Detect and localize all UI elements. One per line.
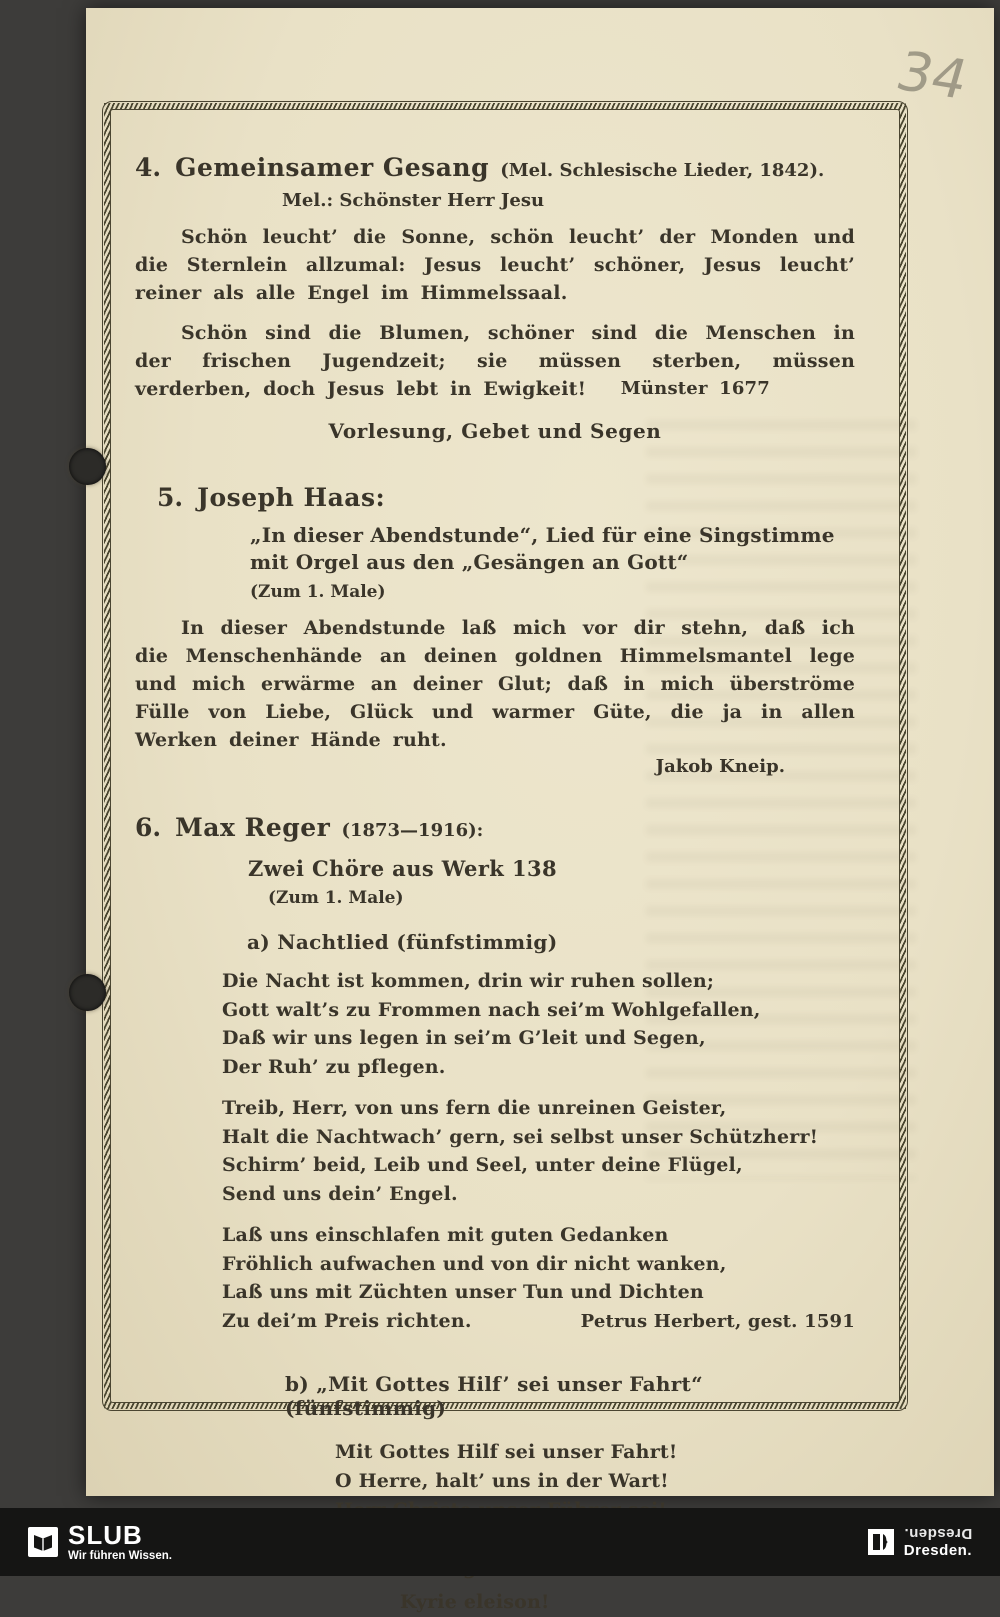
piece-title-line-1: „In dieser Abendstunde“, Lied für eine Singstimme — [250, 523, 835, 547]
item-number: 6. — [135, 813, 162, 842]
slub-name: SLUB — [68, 1520, 143, 1550]
piece-title — [250, 522, 855, 576]
hymn-stanza-1: Schön leucht’ die Sonne, schön leucht’ der Monden und die Sternlein allzumal: Jesus leucht’ schöner, Jesus leucht’ reiner als alle Engel im Himmelssaal. — [135, 226, 855, 304]
slub-tagline: Wir führen Wissen. — [68, 1550, 172, 1562]
premiere-note: (Zum 1. Male) — [268, 888, 404, 908]
program-text — [135, 103, 855, 1617]
verse-line: Die Nacht ist kommen, drin wir ruhen sollen; — [222, 970, 715, 992]
item-number: 4. — [135, 153, 162, 182]
slub-logo[interactable] — [28, 1522, 172, 1562]
part-a-heading: a) Nachtlied (fünfstimmig) — [247, 930, 558, 954]
nachtlied-stanza-2 — [222, 1094, 855, 1208]
verse-line: Halt die Nachtwach’ gern, sei selbst unser Schützherr! — [222, 1125, 819, 1148]
work-title: Zwei Chöre aus Werk 138 — [248, 856, 557, 881]
dresden-wordmark — [904, 1525, 972, 1559]
kyrie-line: Kyrie eleison! — [400, 1591, 550, 1613]
song-text: In dieser Abendstunde laß mich vor dir stehn, daß ich die Menschenhände an deinen goldnen Himmelsmantel lege und mich erwärme an deiner Glut; daß in mich überströme Fülle von Liebe, Glück und warmer Güte, die ja in allen Werken deiner Hände ruht. — [135, 617, 855, 751]
verse-line: Treib, Herr, von uns fern die unreinen Geister, — [222, 1097, 727, 1119]
slub-wordmark — [68, 1522, 172, 1562]
interlude-line: Vorlesung, Gebet und Segen — [328, 419, 662, 443]
verse-line: Schirm’ beid, Leib und Seel, unter deine Flügel, — [222, 1154, 743, 1176]
nachtlied-stanza-1 — [222, 967, 855, 1081]
item-title: Joseph Haas: — [197, 483, 386, 512]
verse-line: Mit Gottes Hilf sei unser Fahrt! — [335, 1441, 678, 1463]
verse-line-with-attribution — [222, 1307, 855, 1337]
dresden-coat-of-arms-icon — [868, 1529, 894, 1555]
item-title: Gemeinsamer Gesang — [175, 153, 490, 182]
verse-line: Zu dei’m Preis richten. — [222, 1309, 472, 1332]
item-title-note: (Mel. Schlesische Lieder, 1842). — [500, 160, 825, 181]
program-item-6-heading — [135, 813, 855, 842]
dresden-logo[interactable] — [868, 1525, 972, 1559]
melody-line: Mel.: Schönster Herr Jesu — [282, 190, 545, 211]
part-b-heading: b) „Mit Gottes Hilf’ sei unser Fahrt“ (fünfstimmig) — [285, 1372, 703, 1420]
nachtlied-stanza-3 — [222, 1221, 855, 1336]
dresden-label: Dresden. — [903, 1542, 972, 1559]
piece-title-line-2: mit Orgel aus den „Gesängen an Gott“ — [250, 550, 689, 574]
item-number: 5. — [157, 483, 184, 512]
hole-punch-bottom — [69, 974, 106, 1011]
poet-attribution: Petrus Herbert, gest. 1591 — [580, 1310, 855, 1332]
verse-line: Gott walt’s zu Frommen nach sei’m Wohlgefallen, — [222, 998, 761, 1021]
premiere-note: (Zum 1. Male) — [250, 582, 386, 602]
verse-line: Der Ruh’ zu pflegen. — [222, 1055, 446, 1078]
verse-line: O Herre, halt’ uns in der Wart! — [335, 1470, 669, 1492]
verse-line: Laß uns mit Züchten unser Tun und Dichten — [222, 1281, 704, 1303]
program-item-5-heading — [157, 483, 855, 512]
item-title: Max Reger — [175, 813, 331, 842]
verse-line: Daß wir uns legen in sei’m G’leit und Segen, — [222, 1027, 706, 1049]
verse-line: Send uns dein’ Engel. — [222, 1182, 458, 1205]
handwritten-page-number: 34 — [889, 39, 976, 112]
stanza-attribution: Münster 1677 — [620, 378, 770, 399]
dresden-label-flipped: Dresden. — [903, 1525, 972, 1542]
viewer-footer — [0, 1508, 1000, 1576]
verse-line: Laß uns einschlafen mit guten Gedanken — [222, 1224, 669, 1246]
program-item-4-heading — [135, 153, 855, 182]
hymn-stanza-2 — [135, 319, 855, 403]
composer-dates: (1873—1916): — [341, 820, 484, 841]
hole-punch-top — [69, 448, 106, 485]
poet-attribution: Jakob Kneip. — [655, 756, 785, 777]
hymn-stanza-2-text: Schön sind die Blumen, schöner sind die Menschen in der frischen Jugendzeit; sie müssen sterben, müssen verderben, doch Jesus lebt in Ewigkeit! — [135, 322, 855, 400]
verse-line: Fröhlich aufwachen und von dir nicht wanken, — [222, 1252, 727, 1275]
slub-book-icon — [28, 1527, 58, 1557]
